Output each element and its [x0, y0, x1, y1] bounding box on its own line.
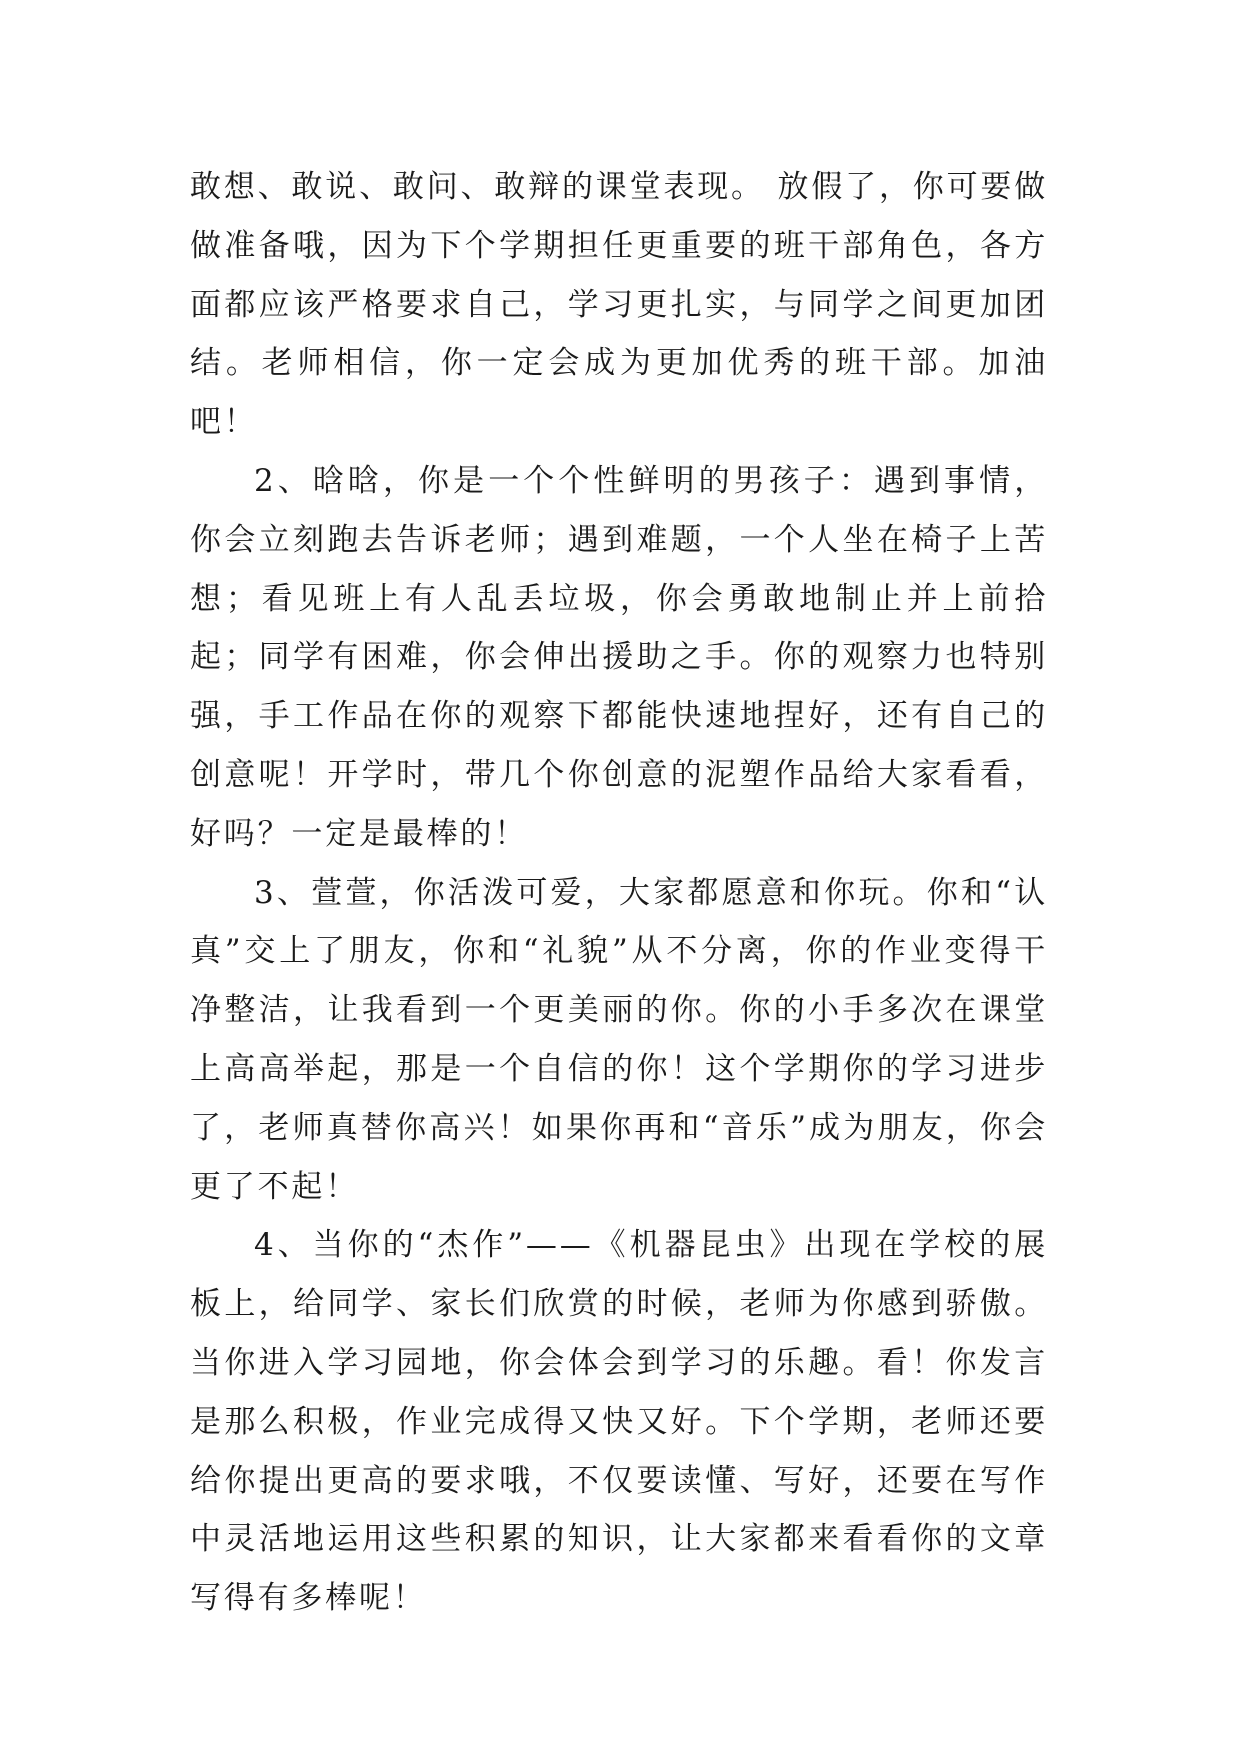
paragraph-1: 敢想、敢说、敢问、敢辩的课堂表现。 放假了，你可要做做准备哦，因为下个学期担任更重要的班干部角色，各方面都应该严格要求自己，学习更扎实，与同学之间更加团结。老师相信，你一定会成为更加优秀的班干部。加油吧！: [190, 169, 1048, 441]
paragraph-4: 4、当你的“杰作”——《机器昆虫》出现在学校的展板上，给同学、家长们欣赏的时候，老师为你感到骄傲。当你进入学习园地，你会体会到学习的乐趣。看！你发言是那么积极，作业完成得又快又好。下个学期，老师还要给你提出更高的要求哦，不仅要读懂、写好，还要在写作中灵活地运用这些积累的知识，让大家都来看看你的文章写得有多棒呢！: [190, 1227, 1048, 1617]
paragraph-2: 2、晗晗，你是一个个性鲜明的男孩子：遇到事情，你会立刻跑去告诉老师；遇到难题，一个人坐在椅子上苦想；看见班上有人乱丢垃圾，你会勇敢地制止并上前拾起；同学有困难，你会伸出援助之手。你的观察力也特别强，手工作品在你的观察下都能快速地捏好，还有自己的创意呢！开学时，带几个你创意的泥塑作品给大家看看，好吗？一定是最棒的！: [190, 462, 1048, 852]
document-body: [190, 158, 1048, 1628]
paragraph-3: 3、萱萱，你活泼可爱，大家都愿意和你玩。你和“认真”交上了朋友，你和“礼貌”从不分离，你的作业变得干净整洁，让我看到一个更美丽的你。你的小手多次在课堂上高高举起，那是一个自信的你！这个学期你的学习进步了，老师真替你高兴！如果你再和“音乐”成为朋友，你会更了不起！: [190, 874, 1048, 1205]
